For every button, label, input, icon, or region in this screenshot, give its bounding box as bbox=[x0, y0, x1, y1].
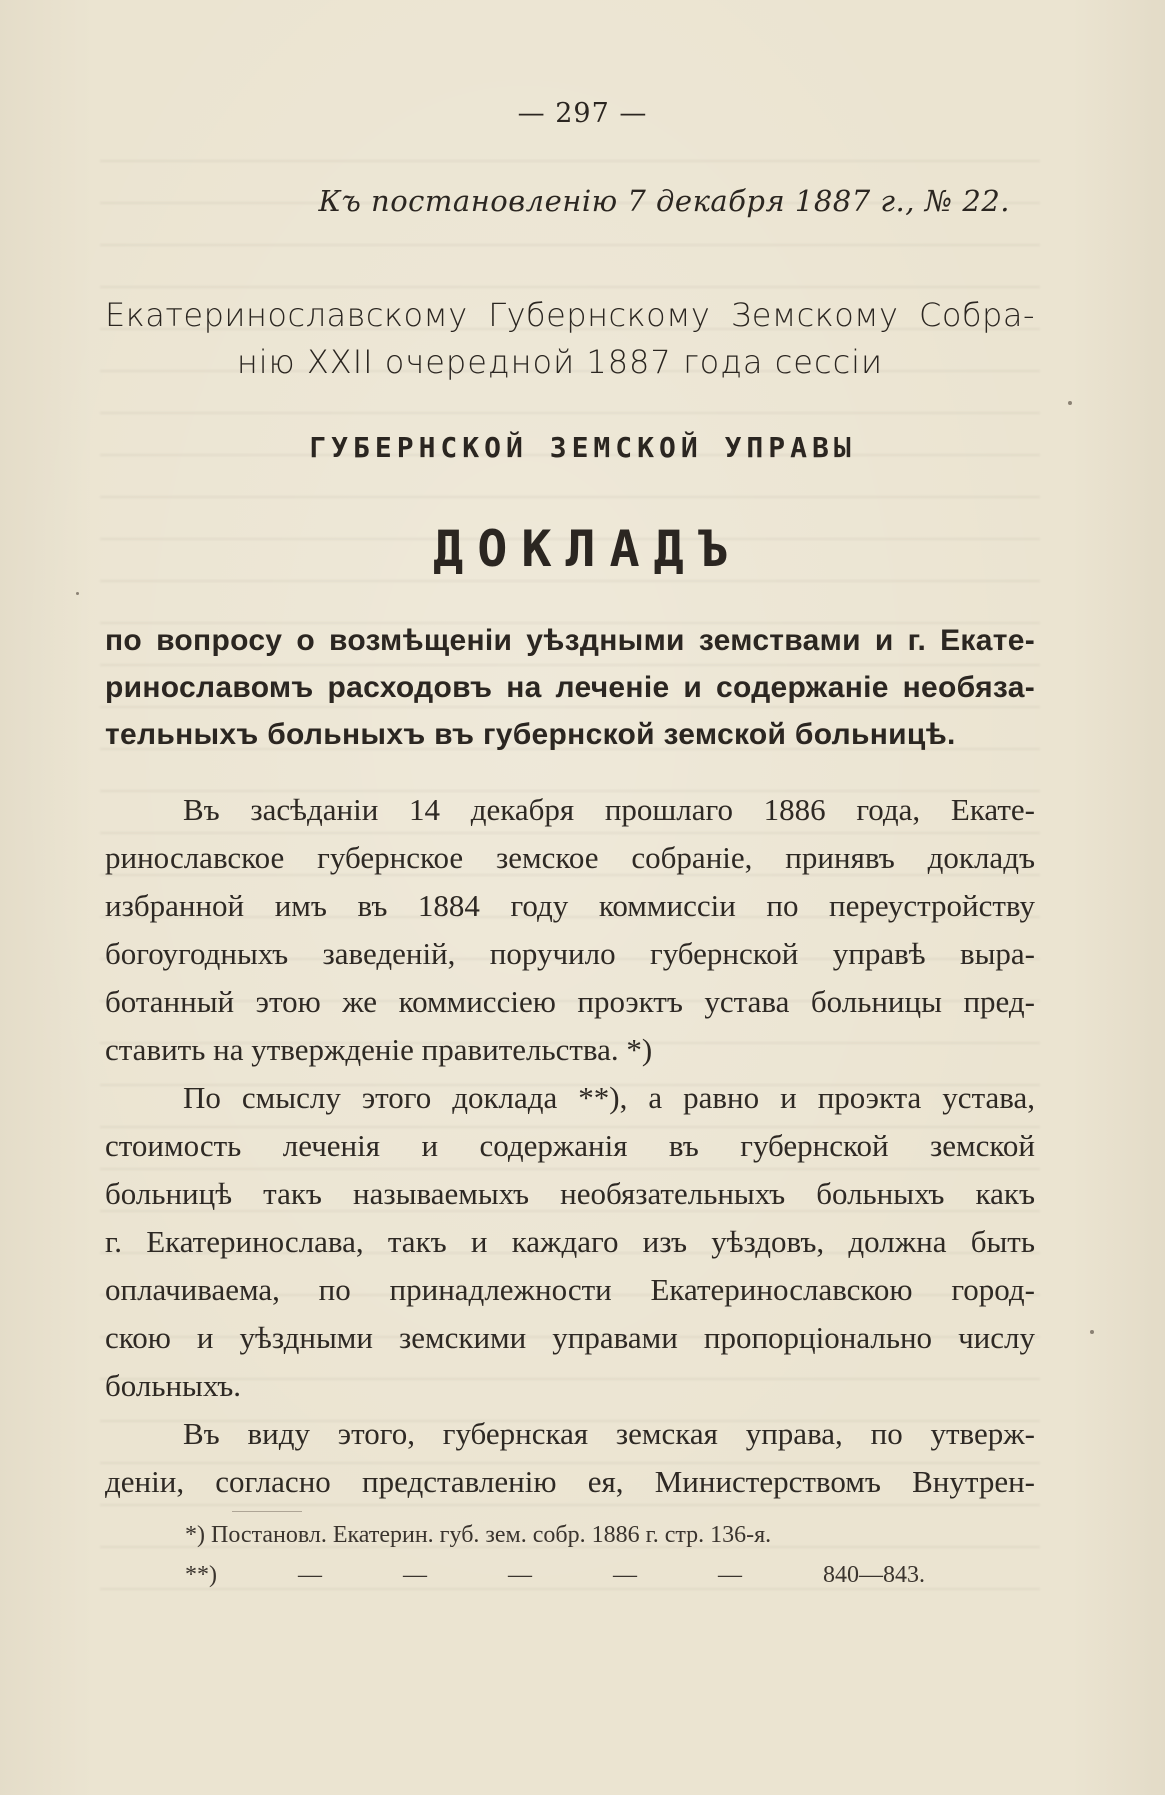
paper-speck bbox=[1090, 1330, 1094, 1334]
addressee-block bbox=[105, 292, 1035, 386]
footnote-divider bbox=[232, 1511, 302, 1512]
paper-speck bbox=[76, 592, 79, 595]
paragraph-2-line: больныхъ. bbox=[105, 1368, 241, 1403]
organization-heading: ГУБЕРНСКОЙ ЗЕМСКОЙ УПРАВЫ bbox=[309, 431, 856, 464]
footnote-2 bbox=[185, 1555, 925, 1595]
ditto-dash: — bbox=[613, 1562, 637, 1588]
ditto-dash: — bbox=[403, 1562, 427, 1588]
subject-line: по вопросу о возмѣщеніи уѣздными земствами и г. Екате- bbox=[105, 624, 1035, 657]
ditto-dash: — bbox=[718, 1562, 742, 1588]
paragraph-1-line: ставить на утвержденіе правительства. *) bbox=[105, 1032, 653, 1067]
report-subject bbox=[105, 617, 1035, 758]
paragraph-2-line: г. Екатеринослава, такъ и каждаго изъ уѣздовъ, должна быть bbox=[105, 1224, 1035, 1259]
paragraph-2-line: стоимость леченія и содержанія въ губернской земской bbox=[105, 1128, 1035, 1163]
body-text bbox=[105, 786, 1035, 1506]
footnote-1: *) Постановл. Екатерин. губ. зем. собр. 1886 г. стр. 136-я. bbox=[185, 1522, 772, 1548]
footnote-2-pages: 840—843. bbox=[823, 1562, 925, 1588]
paragraph-1-line: ботанный этою же коммиссіею проэктъ устава больницы пред- bbox=[105, 984, 1035, 1019]
paragraph-1-line: Въ засѣданіи 14 декабря прошлаго 1886 года, Екате- bbox=[183, 792, 1035, 827]
paragraph-2-line: скою и уѣздными земскими управами пропорціонально числу bbox=[105, 1320, 1035, 1355]
paragraph-2-line: оплачиваема, по принадлежности Екатеринославскою город- bbox=[105, 1272, 1035, 1307]
ditto-dash: — bbox=[508, 1562, 532, 1588]
paragraph-2-line: По смыслу этого доклада **), а равно и проэкта устава, bbox=[183, 1080, 1035, 1115]
paragraph-1-line: избранной имъ въ 1884 году коммиссіи по переустройству bbox=[105, 888, 1035, 923]
paragraph-3-line: Въ виду этого, губернская земская управа, по утверж- bbox=[183, 1416, 1035, 1451]
subject-line: тельныхъ больныхъ въ губернской земской больницѣ. bbox=[105, 718, 956, 751]
paragraph-1-line: ринославское губернское земское собраніе, принявъ докладъ bbox=[105, 840, 1035, 875]
footnote-2-mark: **) bbox=[185, 1562, 217, 1588]
addressee-line-2: нію XXII очередной 1887 года сессіи bbox=[236, 343, 884, 381]
paragraph-1-line: богоугодныхъ заведеній, поручило губернской управѣ выра- bbox=[105, 936, 1035, 971]
subject-line: ринославомъ расходовъ на леченіе и содержаніе необяза- bbox=[105, 671, 1035, 704]
ditto-dash: — bbox=[298, 1562, 322, 1588]
paragraph-2-line: больницѣ такъ называемыхъ необязательныхъ больныхъ какъ bbox=[105, 1176, 1035, 1211]
resolution-reference: Къ постановленію 7 декабря 1887 г., № 22. bbox=[318, 184, 1010, 218]
addressee-line-1: Екатеринославскому Губернскому Земскому Собра- bbox=[105, 296, 1035, 334]
footnotes bbox=[185, 1515, 985, 1595]
page-number: — 297 — bbox=[517, 98, 648, 129]
paragraph-3-line: деніи, согласно представленію ея, Министерствомъ Внутрен- bbox=[105, 1464, 1035, 1499]
paper-speck bbox=[1068, 401, 1072, 405]
document-title: ДОКЛАДЪ bbox=[433, 520, 742, 578]
